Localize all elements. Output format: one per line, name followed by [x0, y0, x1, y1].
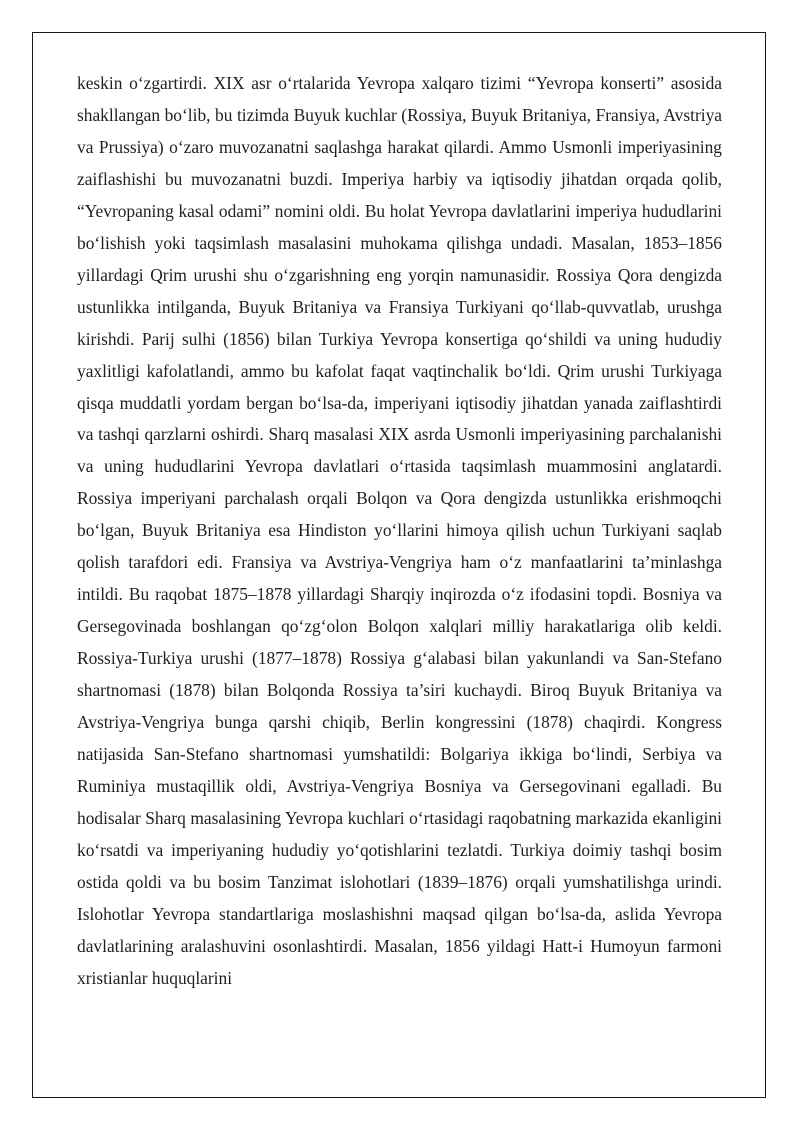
body-paragraph: keskin o‘zgartirdi. XIX asr o‘rtalarida Yevropa xalqaro tizimi “Yevropa konserti” asosida shakllangan bo‘lib, bu tizimda Buyuk kuchlar (Rossiya, Buyuk Britaniya, Fransiya, Avstriya va Prussiya) o‘zaro muvozanatni saqlashga harakat qilardi. Ammo Usmonli imperiyasining zaiflashishi bu muvozanatni buzdi. Imperiya harbiy va iqtisodiy jihatdan orqada qolib, “Yevropaning kasal odami” nomini oldi. Bu holat Yevropa davlatlarini imperiya hududlarini bo‘lishish yoki taqsimlash masalasini muhokama qilishga undadi. Masalan, 1853–1856 yillardagi Qrim urushi shu o‘zgarishning eng yorqin namunasidir. Rossiya Qora dengizda ustunlikka intilganda, Buyuk Britaniya va Fransiya Turkiyani qo‘llab-quvvatlab, urushga kirishdi. Parij sulhi (1856) bilan Turkiya Yevropa konsertiga qo‘shildi va uning hududiy yaxlitligi kafolatlandi, ammo bu kafolat faqat vaqtinchalik bo‘ldi. Qrim urushi Turkiyaga qisqa muddatli yordam bergan bo‘lsa-da, imperiyani iqtisodiy jihatdan yanada zaiflashtirdi va tashqi qarzlarni oshirdi. Sharq masalasi XIX asrda Usmonli imperiyasining parchalanishi va uning hududlarini Yevropa davlatlari o‘rtasida taqsimlash muammosini anglatardi. Rossiya imperiyani parchalash orqali Bolqon va Qora dengizda ustunlikka erishmoqchi bo‘lgan, Buyuk Britaniya esa Hindiston yo‘llarini himoya qilish uchun Turkiyani saqlab qolish tarafdori edi. Fransiya va Avstriya-Vengriya ham o‘z manfaatlarini ta’minlashga intildi. Bu raqobat 1875–1878 yillardagi Sharqiy inqirozda o‘z ifodasini topdi. Bosniya va Gersegovinada boshlangan qo‘zg‘olon Bolqon xalqlari milliy harakatlariga olib keldi. Rossiya-Turkiya urushi (1877–1878) Rossiya g‘alabasi bilan yakunlandi va San-Stefano shartnomasi (1878) bilan Bolqonda Rossiya ta’siri kuchaydi. Biroq Buyuk Britaniya va Avstriya-Vengriya bunga qarshi chiqib, Berlin kongressini (1878) chaqirdi. Kongress natijasida San-Stefano shartnomasi yumshatildi: Bolgariya ikkiga bo‘lindi, Serbiya va Ruminiya mustaqillik oldi, Avstriya-Vengriya Bosniya va Gersegovinani egalladi. Bu hodisalar Sharq masalasining Yevropa kuchlari o‘rtasidagi raqobatning markazida ekanligini ko‘rsatdi va imperiyaning hududiy yo‘qotishlarini tezlatdi. Turkiya doimiy tashqi bosim ostida qoldi va bu bosim Tanzimat islohotlari (1839–1876) orqali yumshatilishga urindi. Islohotlar Yevropa standartlariga moslashishni maqsad qilgan bo‘lsa-da, aslida Yevropa davlatlarining aralashuvini osonlashtirdi. Masalan, 1856 yildagi Hatt-i Humoyun farmoni xristianlar huquqlarini: [77, 73, 722, 988]
page-frame: [32, 32, 766, 1098]
